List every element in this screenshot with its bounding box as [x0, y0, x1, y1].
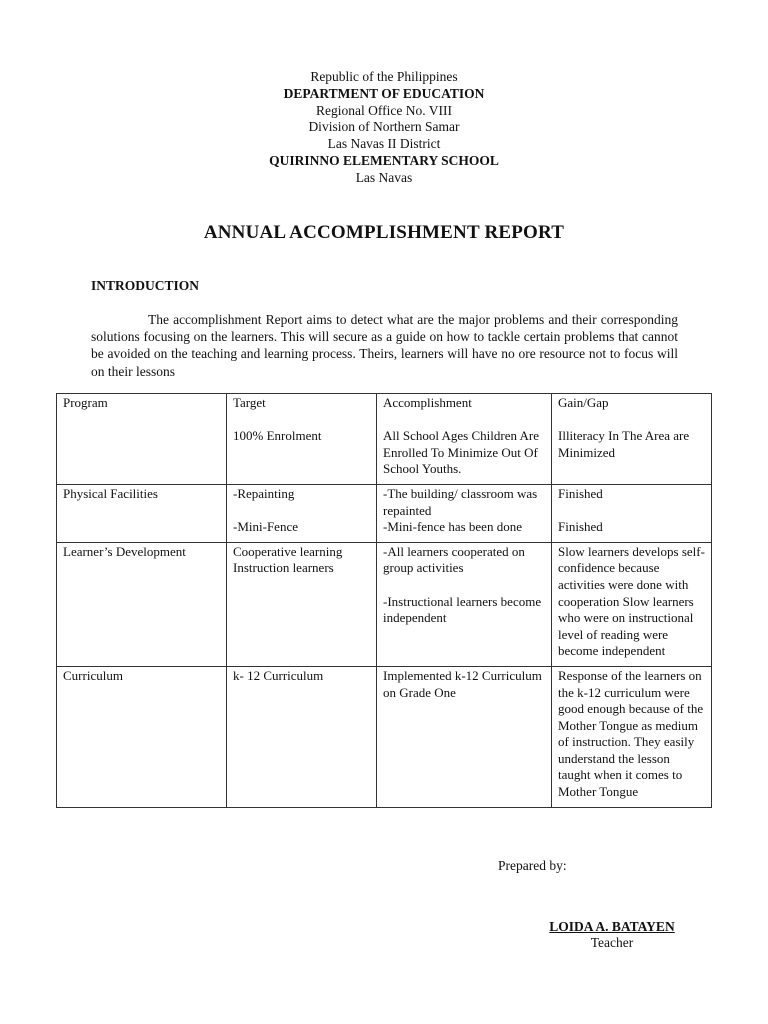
header-school: QUIRINNO ELEMENTARY SCHOOL: [269, 152, 499, 168]
accomplishment-enrolment: All School Ages Children Are Enrolled To Minimize Out Of School Youths.: [383, 428, 539, 477]
table-cell-accomplishment: [377, 394, 552, 485]
signer-name: LOIDA A. BATAYEN: [549, 919, 675, 934]
table-cell-target: [227, 484, 377, 542]
header-district: Las Navas II District: [327, 136, 441, 152]
header-regional-office: Regional Office No. VIII: [316, 102, 452, 118]
target-mini-fence: -Mini-Fence: [233, 519, 298, 535]
header-department: DEPARTMENT OF EDUCATION: [283, 85, 485, 101]
header-town: Las Navas: [355, 169, 413, 185]
gain-k12-response: Response of the learners on the k-12 curriculum were good enough because of the Mother Tongue as medium of instruction. They easily understand the lesson taught when it comes to Mother Tongue: [552, 666, 712, 807]
signer-position: Teacher: [590, 935, 634, 950]
accomplishment-independent: -Instructional learners become independent: [383, 593, 542, 626]
report-title: ANNUAL ACCOMPLISHMENT REPORT: [203, 222, 565, 243]
target-k12-curriculum: k- 12 Curriculum: [227, 666, 377, 807]
table-cell-program: [57, 394, 227, 485]
column-header-accomplishment: Accomplishment: [383, 395, 472, 410]
prepared-by-label: Prepared by:: [498, 858, 567, 873]
target-repainting: -Repainting: [233, 485, 295, 501]
gain-repainting: Finished: [558, 485, 603, 501]
table-row: [57, 542, 712, 666]
letterhead: [0, 69, 768, 187]
accomplishment-k12-implemented: Implemented k-12 Curriculum on Grade One: [377, 666, 552, 807]
accomplishment-repainted: -The building/ classroom was repainted: [383, 485, 538, 518]
target-cooperative-learning: Cooperative learning Instruction learners: [227, 542, 377, 666]
accomplishment-table: [56, 393, 712, 808]
column-header-target: Target: [233, 395, 266, 410]
column-header-gain-gap: Gain/Gap: [558, 395, 609, 410]
signature-block: [540, 919, 684, 951]
introduction-paragraph: The accomplishment Report aims to detect what are the major problems and their corresponding solutions focusing on the learners. This will secure as a guide on how to tackle certain problems that cannot be avoided on the teaching and learning process. Theirs, learners will have no ore resource not to focus will on their lessons: [91, 312, 678, 379]
table-row: [57, 394, 712, 485]
program-curriculum: Curriculum: [57, 666, 227, 807]
accomplishment-mini-fence: -Mini-fence has been done: [383, 519, 522, 535]
gain-enrolment: Illiteracy In The Area are Minimized: [558, 428, 690, 460]
header-division: Division of Northern Samar: [308, 119, 460, 135]
accomplishment-cooperated: -All learners cooperated on group activities: [383, 543, 525, 576]
table-cell-target: [227, 394, 377, 485]
table-cell-accomplishment: [377, 484, 552, 542]
table-cell-accomplishment: [377, 542, 552, 666]
table-row: [57, 666, 712, 807]
target-enrolment: 100% Enrolment: [233, 428, 322, 444]
gain-learners-development: Slow learners develops self-confidence because activities were done with cooperation Slow learners who were on instructional level of reading were become independent: [552, 542, 712, 666]
table-row: [57, 484, 712, 542]
table-cell-gain: [552, 394, 712, 485]
introduction-heading: INTRODUCTION: [91, 278, 200, 293]
gain-mini-fence: Finished: [558, 519, 603, 535]
table-cell-gain: [552, 484, 712, 542]
header-republic: Republic of the Philippines: [310, 69, 458, 84]
column-header-program: Program: [63, 395, 108, 410]
program-physical-facilities: Physical Facilities: [57, 484, 227, 542]
program-learners-development: Learner’s Development: [57, 542, 227, 666]
